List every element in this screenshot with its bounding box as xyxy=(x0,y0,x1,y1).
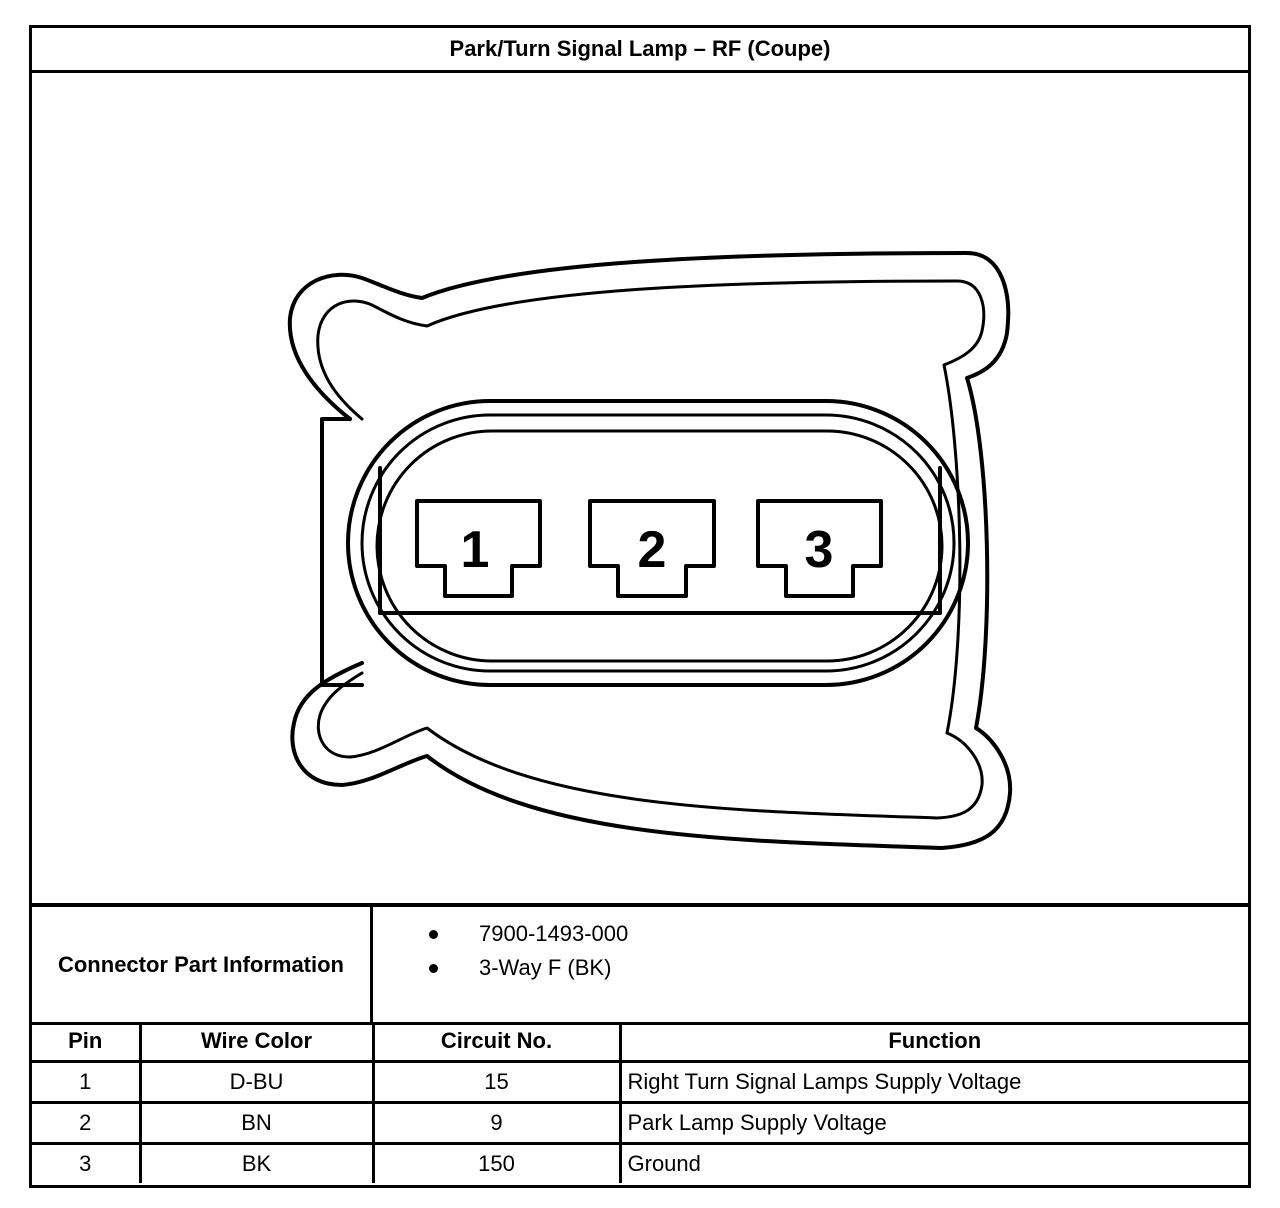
connector-diagram xyxy=(32,73,1248,907)
table-header-row xyxy=(32,1022,1248,1062)
pin-cell: 1 xyxy=(32,1062,140,1103)
circuit-cell: 9 xyxy=(373,1103,620,1144)
pin-label-2: 2 xyxy=(637,521,667,579)
latch-tab xyxy=(322,419,362,685)
table-row xyxy=(32,1144,1248,1184)
connector-sheet xyxy=(29,25,1251,1188)
circuit-cell: 15 xyxy=(373,1062,620,1103)
connector-type-item xyxy=(373,951,628,985)
connector-part-info xyxy=(32,907,1248,1025)
circuit-cell: 150 xyxy=(373,1144,620,1184)
page-title: Park/Turn Signal Lamp – RF (Coupe) xyxy=(32,28,1248,73)
function-cell: Ground xyxy=(627,1151,701,1176)
pin-cell: 3 xyxy=(32,1144,140,1184)
table-row xyxy=(32,1062,1248,1103)
header-wire-color: Wire Color xyxy=(140,1022,373,1062)
connector-part-info-list xyxy=(373,917,628,985)
pin-label-1: 1 xyxy=(460,521,490,579)
bullet-icon xyxy=(429,930,438,939)
connector-face-drawing xyxy=(32,73,1248,903)
wire-color-cell: BN xyxy=(140,1103,373,1144)
connector-type: 3-Way F (BK) xyxy=(479,955,612,980)
wire-color-cell: D-BU xyxy=(140,1062,373,1103)
header-function: Function xyxy=(620,1022,1248,1062)
bullet-icon xyxy=(429,964,438,973)
connector-part-info-label: Connector Part Information xyxy=(32,907,373,1022)
table-row xyxy=(32,1103,1248,1144)
function-cell: Right Turn Signal Lamps Supply Voltage xyxy=(620,1062,1248,1103)
pin-cell: 2 xyxy=(32,1103,140,1144)
header-pin: Pin xyxy=(32,1022,140,1062)
pin-label-3: 3 xyxy=(804,521,834,579)
part-number-item xyxy=(373,917,628,951)
header-circuit: Circuit No. xyxy=(373,1022,620,1062)
function-cell: Park Lamp Supply Voltage xyxy=(620,1103,1248,1144)
part-number: 7900-1493-000 xyxy=(479,921,629,946)
wire-color-cell: BK xyxy=(140,1144,373,1184)
pinout-table xyxy=(32,1022,1248,1183)
